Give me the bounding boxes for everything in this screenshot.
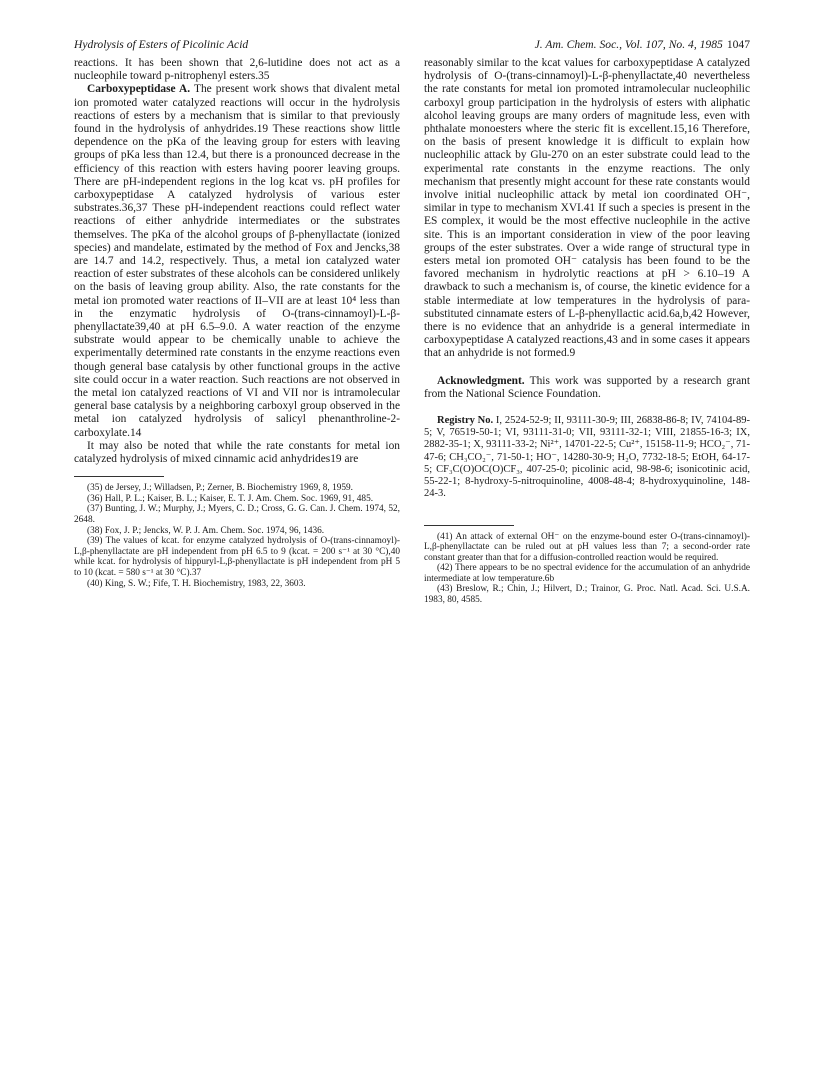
acknowledgment-text: This work was supported by a research grant from the National Science Foundation.	[424, 374, 750, 400]
footnote-42: (42) There appears to be no spectral evidence for the accumulation of an anhydride intermediate at low temperature.6b	[424, 563, 750, 584]
running-title: Hydrolysis of Esters of Picolinic Acid	[74, 38, 249, 51]
footnote-divider	[424, 525, 514, 526]
right-column	[424, 57, 750, 606]
page-number: 1047	[726, 38, 750, 51]
footnote-36: (36) Hall, P. L.; Kaiser, B. L.; Kaiser, E. T. J. Am. Chem. Soc. 1969, 91, 485.	[87, 493, 374, 504]
footnote-35: (35) de Jersey, J.; Willadsen, P.; Zerner, B. Biochemistry 1969, 8, 1959.	[87, 483, 353, 494]
footnote-37: (37) Bunting, J. W.; Murphy, J.; Myers, C. D.; Cross, G. G. Can. J. Chem. 1974, 52, 2648.	[74, 504, 400, 526]
paragraph-carboxypeptidase	[74, 83, 400, 439]
journal-citation	[535, 38, 750, 51]
registry-text: I, 2524-52-9; II, 93111-30-9; III, 26838-86-8; IV, 74104-89-5; V, 76519-50-1; VI, 93111-31-0; VII, 93111-32-1; VIII, 21855-16-3; IX, 2882-35-1; X, 93111-33-2; Ni²⁺, 14701-22-5; Cu²⁺, 15158-11-9; HCO₂⁻, 71-47-6; CH₃CO₂⁻, 71-50-1; HO⁻, 14280-30-9; H₂O, 7732-18-5; EtOH, 64-17-5; CF₃C(O)OC(O)CF₃, 407-25-0; picolinic acid, 98-98-6; isonicotinic acid, 55-22-1; 8-hydroxy-5-nitroquinoline, 4008-48-4; 8-hydroxyquinoline, 148-24-3.	[424, 415, 750, 500]
acknowledgment-heading: Acknowledgment.	[437, 374, 525, 387]
paragraph-also: It may also be noted that while the rate constants for metal ion catalyzed hydrolysis of mixed cinnamic acid anhydrides19 are	[74, 439, 400, 466]
left-column	[74, 57, 400, 589]
spacer	[424, 361, 750, 375]
spacer	[424, 501, 750, 515]
carboxypeptidase-text: The present work shows that divalent metal ion promoted water catalyzed reactions will occur in the hydrolysis reactions of esters by a mechanism that is similar to that previously found in the hydrolysis of anhydrides.19 These reactions show little dependence on the pKa of the leaving group for esters with leaving groups of pKa less than 12.4, but there is a pronounced decrease in the efficiency of this reaction with esters having poorer leaving groups. There are pH-independent regions in the log kcat vs. pH profiles for carboxypeptidase A catalyzed hydrolysis of various ester substrates.36,37 These pH-independent reactions could reflect water reactions of either anhydride intermediates or the substrates themselves. The pKa of the alcohol groups of β-phenyllactate (ionized species) and mandelate, estimated by the method of Fox and Jencks,38 are 14.7 and 14.2, respectively. Thus, a metal ion catalyzed water reaction of ester substrates of these alcohols can be considered unlikely on the basis of leaving group ability. Also, the rate constants for the metal ion promoted water reactions of II–VII are at least 10⁴ less than in the enzymatic hydrolysis of O-(trans-cinnamoyl)-L-β-phenyllactate39,40 at pH 6.5–9.0. A water reaction of the enzyme substrate would appear to be chemically unable to achieve the experimentally determined rate constants in the enzyme reactions even though general base catalysis by other functional groups in the active site could occur in a water reaction. Such reactions are not observed in the metal ion catalyzed reactions of VI and VII nor is intramolecular general base catalysis by a neighboring carboxyl group observed in the metal ion catalyzed hydrolysis of salicyl phenanthroline-2-carboxylate.14	[74, 83, 400, 439]
acknowledgment	[424, 375, 750, 401]
footnote-41: (41) An attack of external OH⁻ on the enzyme-bound ester O-(trans-cinnamoyl)-L,β-phenyllactate can be ruled out at pH values less than 7; a second-order rate constant greater than that for a diffusion-controlled reaction would be required.	[424, 531, 750, 563]
footnote-38: (38) Fox, J. P.; Jencks, W. P. J. Am. Chem. Soc. 1974, 96, 1436.	[87, 525, 325, 536]
registry-numbers	[424, 415, 750, 500]
footnote-43: (43) Breslow, R.; Chin, J.; Hilvert, D.; Trainor, G. Proc. Natl. Acad. Sci. U.S.A. 1983, 80, 4585.	[424, 584, 750, 606]
footnote-39: (39) The values of kcat. for enzyme catalyzed hydrolysis of O-(trans-cinnamoyl)-L,β-phenyllactate are pH independent from pH 6.5 to 9 (kcat. = 200 s⁻¹ at 30 °C),40 while kcat. for hydrolysis of hippuryl-L,β-phenyllactate is pH independent from pH 5 to 10 (kcat. = 580 s⁻¹ at 30 °C).37	[74, 536, 400, 579]
footnotes-left	[74, 483, 400, 589]
footnote-40: (40) King, S. W.; Fife, T. H. Biochemistry, 1983, 22, 3603.	[87, 578, 306, 589]
section-heading-carboxypeptidase: Carboxypeptidase A.	[87, 83, 191, 96]
paragraph-continued: reasonably similar to the kcat values for carboxypeptidase A catalyzed hydrolysis of O-(trans-cinnamoyl)-L-β-phenyllactate,40 nevertheless the rate constants for metal ion promoted intramolecular nucleophilic carboxyl group participation in the hydrolysis of esters with aliphatic alcohol leaving groups are many orders of magnitude less, even with phthalate monoesters where the steric fit is excellent.15,16 Therefore, on the basis of present knowledge it is difficult to explain how nucleophilic attack by Glu-270 on an ester substrate could lead to the experimental rate constants in the enzyme reactions. The only mechanism that presently might account for these rate constants would involve initial nucleophilic attack by metal ion coordinated OH⁻, similar in type to mechanism XVI.41 If such a species is present in the ES complex, it would be the most effective nucleophile in the active site. This is an important consideration in view of the poor leaving groups of the ester substrates. Over a wide range of structural type in esters metal ion promoted OH⁻ catalysis has been found to be the favored mechanism in hydrolytic reactions at pH > 6.10–19 A drawback to such a mechanism is, of course, the kinetic evidence for a stable intermediate at low temperatures in the hydrolysis of para-substituted cinnamate esters of L-β-phenyllactic acid.6a,b,42 However, there is no evidence that an anhydride is a general intermediate in carboxypeptidase A catalyzed reactions,43 and in some cases it appears that an anhydride is not formed.9	[424, 57, 750, 360]
footnote-divider	[74, 476, 164, 477]
spacer	[424, 401, 750, 415]
footnotes-right	[424, 532, 750, 606]
paragraph-intro: reactions. It has been shown that 2,6-lutidine does not act as a nucleophile toward p-nitrophenyl esters.35	[74, 57, 400, 83]
journal-info: J. Am. Chem. Soc., Vol. 107, No. 4, 1985	[534, 38, 723, 51]
registry-heading: Registry No.	[437, 415, 494, 427]
